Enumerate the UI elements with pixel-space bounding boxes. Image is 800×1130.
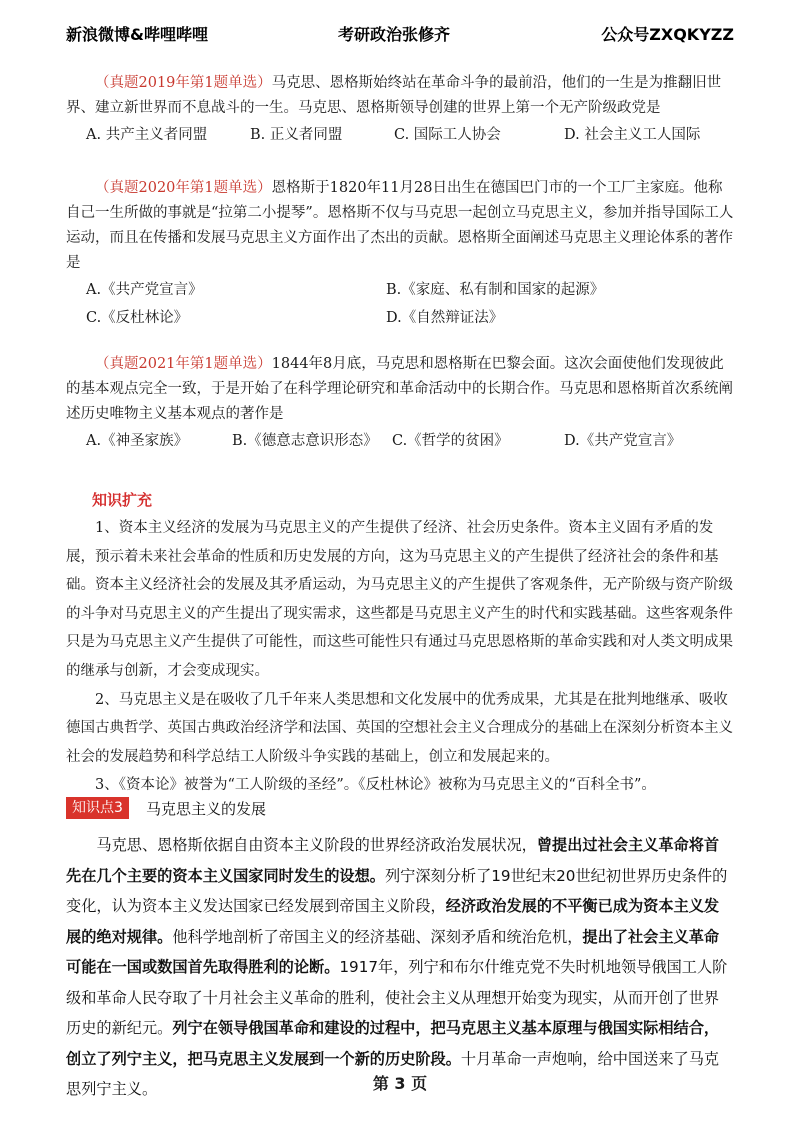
question-tag: （真题2021年第1题单选） <box>95 356 272 372</box>
option-d[interactable]: D.《共产党宣言》 <box>564 433 682 449</box>
knowledge-point-body <box>66 830 734 1105</box>
header-left: 新浪微博&哔哩哔哩 <box>66 25 208 44</box>
question-2020 <box>66 176 734 334</box>
option-d[interactable]: D.《自然辩证法》 <box>386 310 504 326</box>
question-stem <box>66 352 734 427</box>
body-text: 马克思、恩格斯依据自由资本主义阶段的世界经济政治发展状况， <box>96 836 537 854</box>
knowledge-paragraph: 2、马克思主义是在吸收了几千年来人类思想和文化发展中的优秀成果，尤其是在批判地继承、吸收德国古典哲学、英国古典政治经济学和法国、英国的空想社会主义合理成分的基础上在深刻分析资本主义社会的发展趋势和科学总结工人阶级斗争实践的基础上，创立和发展起来的。 <box>66 691 733 765</box>
body-text: 十月革命一声炮响，给中国送来了马克思列宁主义。 <box>66 1049 720 1098</box>
knowledge-point-heading <box>66 797 266 821</box>
question-2021 <box>66 352 734 457</box>
option-b[interactable]: B. 正义者同盟 <box>250 127 343 143</box>
question-text: 恩格斯于1820年11月28日出生在德国巴门市的一个工厂主家庭。他称自己一生所做的事就是“拉第二小提琴”。恩格斯不仅与马克思一起创立马克思主义，参加并指导国际工人运动，而且在传播和发展马克思主义方面作出了杰出的贡献。恩格斯全面阐述马克思主义理论体系的著作是 <box>66 180 734 271</box>
body-text: 1917年，列宁和布尔什维克党不失时机地领导俄国工人阶级和革命人民夺取了十月社会主义革命的胜利，使社会主义从理想开始变为现实，从而开创了世界历史的新纪元。 <box>66 958 728 1037</box>
options-row <box>66 123 734 151</box>
knowledge-ext-title: 知识扩充 <box>92 491 153 509</box>
option-d[interactable]: D. 社会主义工人国际 <box>564 127 701 143</box>
question-text: 1844年8月底，马克思和恩格斯在巴黎会面。这次会面使他们发现彼此的基本观点完全一致，于是开始了在科学理论研究和革命活动中的长期合作。马克思和恩格斯首次系统阐述历史唯物主义基本观点的著作是 <box>66 356 733 422</box>
body-text: 他科学地剖析了帝国主义的经济基础、深刻矛盾和统治危机， <box>172 927 583 946</box>
option-a[interactable]: A. 共产主义者同盟 <box>86 127 208 143</box>
options-row <box>66 278 734 306</box>
option-b[interactable]: B.《家庭、私有制和国家的起源》 <box>386 282 605 298</box>
emphasis-text: 曾提出过社会主义革命将首先在几个主要的资本主义国家同时发生的设想。 <box>66 836 720 885</box>
knowledge-paragraph: 1、资本主义经济的发展为马克思主义的产生提供了经济、社会历史条件。资本主义固有矛盾的发展，预示着未来社会革命的性质和历史发展的方向，这为马克思主义的产生提供了经济社会的条件和基础。资本主义经济社会的发展及其矛盾运动，为马克思主义的产生提供了客观条件，无产阶级与资产阶级的斗争对马克思主义的产生提出了现实需求，这些都是马克思主义产生的时代和实践基础。这些客观条件只是为马克思主义产生提供了可能性，而这些可能性只有通过马克思恩格斯的革命实践和对人类文明成果的继承与创新，才会变成现实。 <box>66 520 733 679</box>
header-right: 公众号ZXQKYZZ <box>601 25 734 44</box>
question-tag: （真题2019年第1题单选） <box>95 75 272 91</box>
option-a[interactable]: A.《共产党宣言》 <box>86 282 203 298</box>
emphasis-text: 列宁在领导俄国革命和建设的过程中，把马克思主义基本原理与俄国实际相结合，创立了列宁主义，把马克思主义发展到一个新的历史阶段。 <box>66 1019 720 1068</box>
knowledge-point-badge: 知识点3 <box>66 797 129 819</box>
options-row <box>66 306 734 334</box>
header-center: 考研政治张修齐 <box>338 25 451 44</box>
knowledge-ext-body <box>66 514 734 800</box>
option-b[interactable]: B.《德意志意识形态》 <box>232 433 378 449</box>
emphasis-text: 经济政治发展的不平衡已成为资本主义发展的绝对规律。 <box>66 897 720 946</box>
knowledge-point-title: 马克思主义的发展 <box>146 799 267 818</box>
body-text: 列宁深刻分析了19世纪末20世纪初世界历史条件的变化，认为资本主义发达国家已经发展到帝国主义阶段， <box>66 866 728 915</box>
question-stem <box>66 71 734 121</box>
page-header <box>66 22 734 44</box>
options-row <box>66 429 734 457</box>
question-2019 <box>66 71 734 151</box>
question-stem <box>66 176 734 276</box>
question-text: 马克思、恩格斯始终站在革命斗争的最前沿，他们的一生是为推翻旧世界、建立新世界而不息战斗的一生。马克思、恩格斯领导创建的世界上第一个无产阶级政党是 <box>66 75 722 116</box>
knowledge-point-paragraph <box>66 830 734 1105</box>
option-c[interactable]: C.《反杜林论》 <box>86 310 189 326</box>
option-c[interactable]: C.《哲学的贫困》 <box>392 433 509 449</box>
knowledge-paragraph: 3、《资本论》被誉为“工人阶级的圣经”。《反杜林论》被称为马克思主义的“百科全书”。 <box>95 777 656 794</box>
option-c[interactable]: C. 国际工人协会 <box>394 127 501 143</box>
page-number: 第 3 页 <box>372 1074 428 1093</box>
emphasis-text: 提出了社会主义革命可能在一国或数国首先取得胜利的论断。 <box>66 927 720 976</box>
option-a[interactable]: A.《神圣家族》 <box>86 433 189 449</box>
question-tag: （真题2020年第1题单选） <box>95 180 272 196</box>
